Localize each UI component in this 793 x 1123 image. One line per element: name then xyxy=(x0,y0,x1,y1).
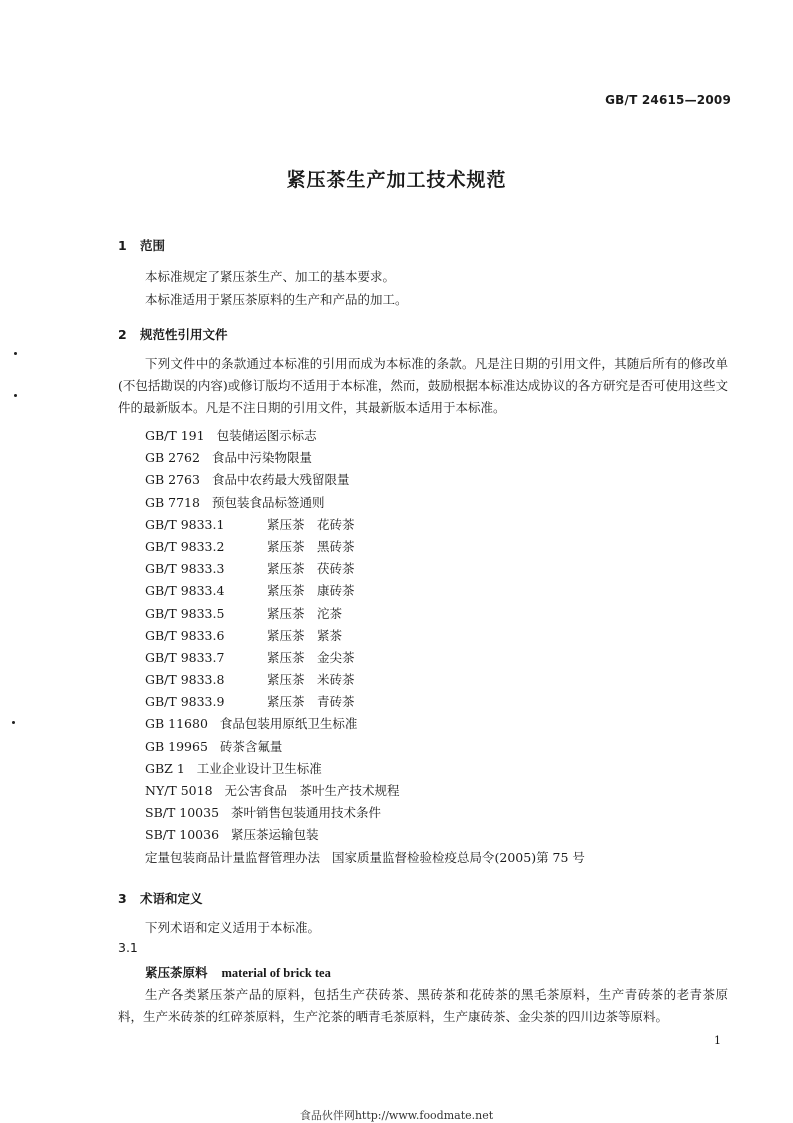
reference-code: GB/T 9833.6 xyxy=(145,627,225,643)
list-item xyxy=(145,469,585,491)
reference-code: GB/T 191 xyxy=(145,428,205,443)
reference-code: GB/T 9833.2 xyxy=(145,538,225,554)
reference-code: GB 11680 xyxy=(145,716,208,732)
reference-code: SB/T 10035 xyxy=(145,805,220,821)
reference-code: NY/T 5018 xyxy=(145,783,213,798)
list-item xyxy=(145,669,585,691)
list-item xyxy=(145,824,585,846)
reference-code: GB 2762 xyxy=(145,450,200,466)
reference-code: GB/T 9833.5 xyxy=(145,605,225,621)
reference-code: GB/T 9833.4 xyxy=(145,583,225,599)
document-title: 紧压茶生产加工技术规范 xyxy=(286,169,507,191)
list-item xyxy=(145,625,585,647)
reference-list xyxy=(145,425,585,869)
term-name-cn: 紧压茶原料 xyxy=(145,965,208,980)
term-name-en: material of brick tea xyxy=(221,966,331,980)
reference-title: 茶叶销售包装通用技术条件 xyxy=(231,805,382,821)
list-item xyxy=(145,603,585,625)
reference-title: 砖茶含氟量 xyxy=(219,738,283,754)
reference-title: 紧压茶 花砖茶 xyxy=(267,516,355,532)
reference-code: GB 19965 xyxy=(145,738,208,754)
reference-title: 紧压茶 米砖茶 xyxy=(267,672,355,688)
scope-paragraph: 本标准适用于紧压茶原料的生产和产品的加工。 xyxy=(145,292,408,307)
section-number: 1 xyxy=(118,238,127,253)
reference-title: 工业企业设计卫生标准 xyxy=(196,760,322,776)
reference-title: 无公害食品 茶叶生产技术规程 xyxy=(224,783,400,798)
list-item xyxy=(145,847,585,869)
list-item xyxy=(145,780,585,802)
section-heading-scope xyxy=(118,236,165,254)
list-item xyxy=(145,736,585,758)
reference-title: 紧压茶 茯砖茶 xyxy=(267,561,355,577)
reference-title: 紧压茶 金尖茶 xyxy=(267,649,355,665)
list-item xyxy=(145,758,585,780)
reference-title: 紧压茶 黑砖茶 xyxy=(267,538,355,554)
section-title: 规范性引用文件 xyxy=(140,327,228,342)
reference-code: GB/T 9833.1 xyxy=(145,516,225,532)
list-item xyxy=(145,425,585,447)
reference-title: 紧压茶 沱茶 xyxy=(267,605,343,621)
page-number: 1 xyxy=(714,1034,721,1047)
footer-watermark: 食品伙伴网http://www.foodmate.net xyxy=(299,1109,494,1122)
reference-title: 紧压茶 紧茶 xyxy=(267,627,343,643)
margin-mark xyxy=(14,352,17,355)
normative-intro: 下列文件中的条款通过本标准的引用而成为本标准的条款。凡是注日期的引用文件，其随后所有的修改单(不包括勘误的内容)或修订版均不适用于本标准，然而，鼓励根据本标准达成协议的各方研究是否可使用这些文件的最新版本。凡是不注日期的引用文件，其最新版本适用于本标准。 xyxy=(118,356,728,415)
section-number: 3 xyxy=(118,891,127,906)
reference-code: SB/T 10036 xyxy=(145,827,220,843)
list-item xyxy=(145,580,585,602)
reference-title: 紧压茶 康砖茶 xyxy=(267,583,355,599)
reference-title: 食品中污染物限量 xyxy=(211,450,312,466)
margin-mark xyxy=(12,721,15,724)
list-item xyxy=(145,558,585,580)
reference-code: GB/T 9833.8 xyxy=(145,672,225,688)
reference-code: GB 2763 xyxy=(145,472,200,488)
terms-intro: 下列术语和定义适用于本标准。 xyxy=(145,920,321,935)
reference-title: 紧压茶运输包装 xyxy=(231,827,319,843)
term-definition: 生产各类紧压茶产品的原料，包括生产茯砖茶、黑砖茶和花砖茶的黑毛茶原料，生产青砖茶的老青茶原料，生产米砖茶的红碎茶原料，生产沱茶的晒青毛茶原料，生产康砖茶、金尖茶的四川边茶等原料。 xyxy=(118,987,728,1024)
section-title: 术语和定义 xyxy=(140,891,203,906)
standard-code: GB/T 24615—2009 xyxy=(605,93,731,107)
reference-title: 紧压茶 青砖茶 xyxy=(267,694,355,710)
list-item xyxy=(145,492,585,514)
reference-code: 定量包装商品计量监督管理办法 xyxy=(145,849,321,865)
term-number: 3.1 xyxy=(118,940,138,955)
reference-code: GB/T 9833.9 xyxy=(145,694,225,710)
section-heading-normative xyxy=(118,325,228,343)
list-item xyxy=(145,713,585,735)
section-number: 2 xyxy=(118,327,127,342)
reference-code: GB/T 9833.7 xyxy=(145,649,225,665)
scope-paragraph: 本标准规定了紧压茶生产、加工的基本要求。 xyxy=(145,269,396,284)
reference-code: GB/T 9833.3 xyxy=(145,561,225,577)
margin-mark xyxy=(14,394,17,397)
list-item xyxy=(145,647,585,669)
list-item xyxy=(145,802,585,824)
list-item xyxy=(145,447,585,469)
reference-title: 包装储运图示标志 xyxy=(216,428,317,443)
list-item xyxy=(145,536,585,558)
reference-title: 食品包装用原纸卫生标准 xyxy=(219,716,358,732)
list-item xyxy=(145,514,585,536)
reference-title: 国家质量监督检验检疫总局令(2005)第 75 号 xyxy=(332,849,585,865)
reference-title: 食品中农药最大残留限量 xyxy=(211,472,350,488)
reference-code: GB 7718 xyxy=(145,494,200,510)
reference-code: GBZ 1 xyxy=(145,760,185,776)
section-title: 范围 xyxy=(140,238,166,253)
term-name xyxy=(145,963,331,981)
reference-title: 预包装食品标签通则 xyxy=(211,494,325,510)
section-heading-terms xyxy=(118,889,203,907)
list-item xyxy=(145,691,585,713)
